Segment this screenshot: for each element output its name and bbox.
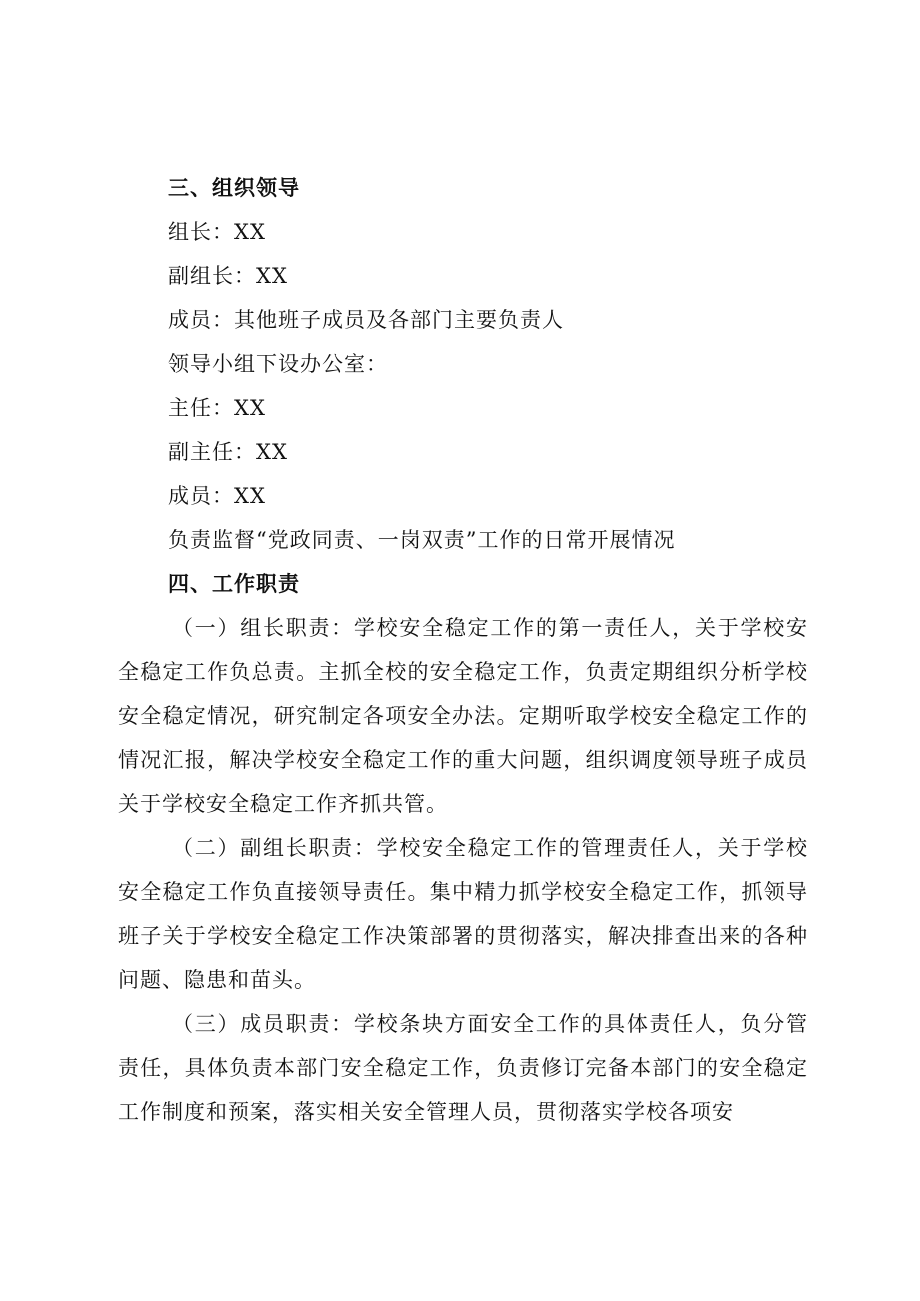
leader-duties-paragraph: （一）组长职责：学校安全稳定工作的第一责任人，关于学校安全稳定工作负总责。主抓全校的安全稳定工作，负责定期组织分析学校安全稳定情况，研究制定各项安全办法。定期听取学校安全稳定工作的情况汇报，解决学校安全稳定工作的重大问题，组织调度领导班子成员关于学校安全稳定工作齐抓共管。 — [118, 616, 808, 816]
deputy-director-line: 副主任：XX — [168, 440, 288, 464]
office-line: 领导小组下设办公室： — [168, 352, 388, 376]
members-line: 成员：其他班子成员及各部门主要负责人 — [168, 308, 564, 332]
deputy-leader-line: 副组长：XX — [168, 264, 288, 288]
section-heading-duties: 四、工作职责 — [168, 572, 300, 596]
document-body — [118, 166, 808, 1134]
supervision-line: 负责监督“党政同责、一岗双责”工作的日常开展情况 — [168, 528, 676, 552]
leader-line: 组长：XX — [168, 220, 266, 244]
deputy-leader-duties-paragraph: （二）副组长职责：学校安全稳定工作的管理责任人，关于学校安全稳定工作负直接领导责任。集中精力抓学校安全稳定工作，抓领导班子关于学校安全稳定工作决策部署的贯彻落实，解决排查出来的各种问题、隐患和苗头。 — [118, 836, 808, 992]
member-duties-paragraph: （三）成员职责：学校条块方面安全工作的具体责任人，负分管责任，具体负责本部门安全稳定工作，负责修订完备本部门的安全稳定工作制度和预案，落实相关安全管理人员，贯彻落实学校各项安 — [118, 1012, 808, 1124]
office-members-line: 成员：XX — [168, 484, 266, 508]
director-line: 主任：XX — [168, 396, 266, 420]
section-heading-organization: 三、组织领导 — [168, 176, 300, 200]
